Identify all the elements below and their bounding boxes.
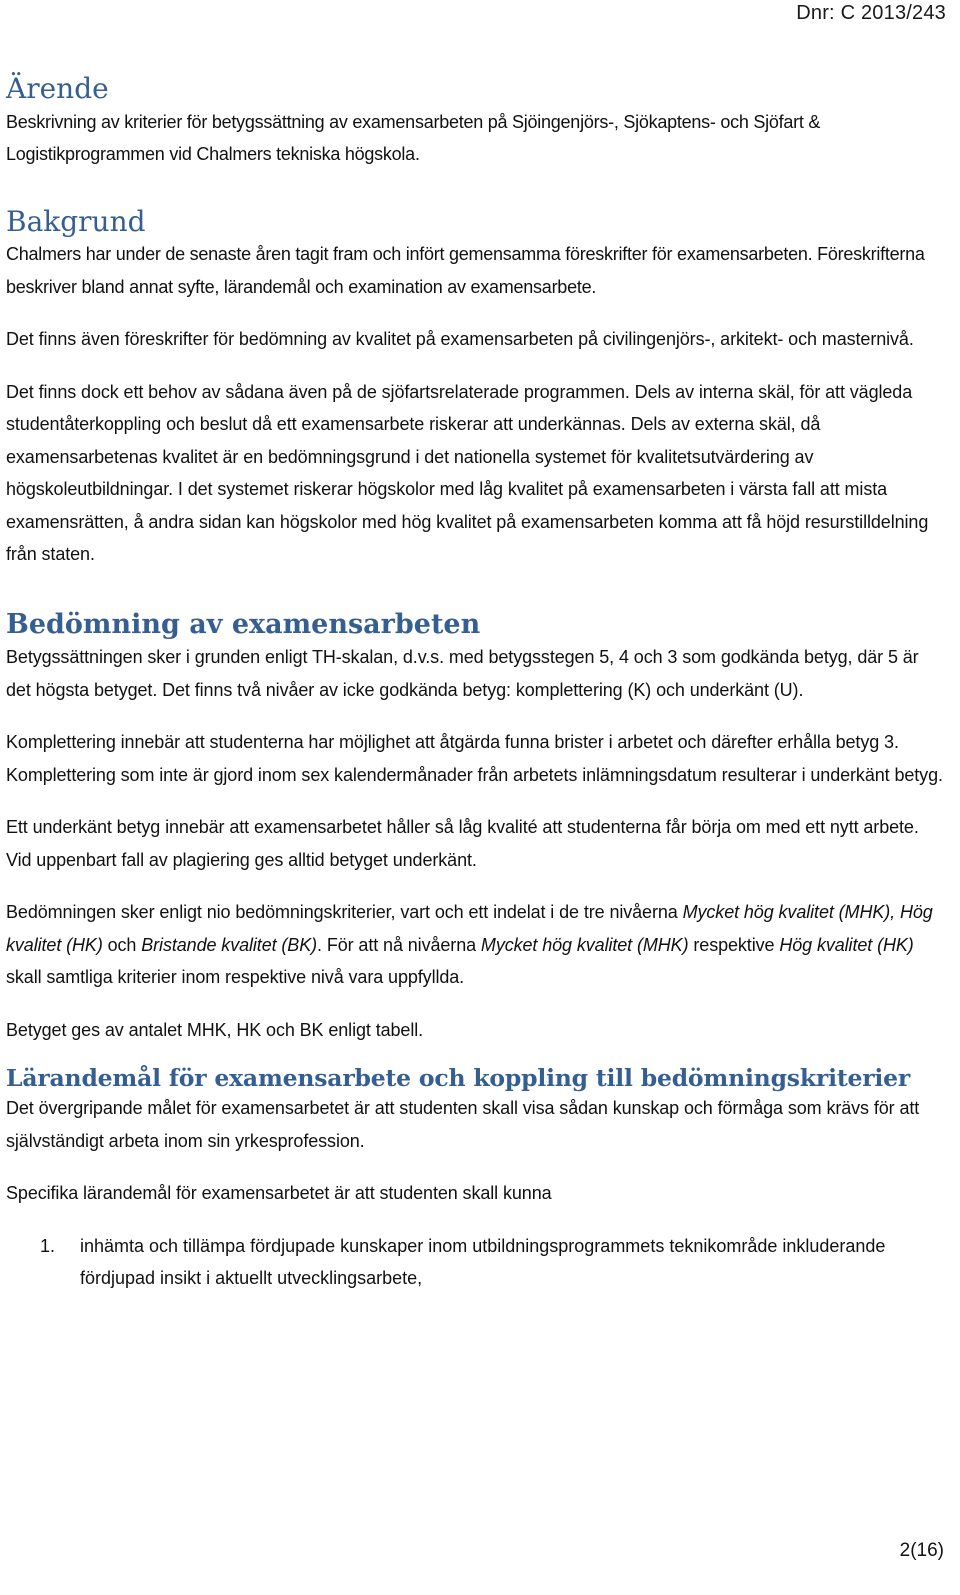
p4-text-a: Bedömningen sker enligt nio bedömningskriterier, vart och ett indelat i de tre nivåerna: [6, 902, 683, 923]
arende-paragraph: Beskrivning av kriterier för betygssättning av examensarbeten på Sjöingenjörs-, Sjökaptens- och Sjöfart & Logistikprogrammen vid Chalmers tekniska högskola.: [6, 111, 821, 165]
heading-larandemal: Lärandemål för examensarbete och koppling till bedömningskriterier: [6, 1064, 911, 1093]
page-number: 2(16): [899, 1540, 944, 1561]
larandemal-paragraph-2: Specifika lärandemål för examensarbetet är att studenten skall kunna: [6, 1183, 552, 1204]
bedomning-paragraph-3: Ett underkänt betyg innebär att examensarbetet håller så låg kvalité att studenterna får börja om med ett nytt arbete. Vid uppenbart fall av plagiering ges alltid betyget underkänt.: [6, 817, 919, 870]
bedomning-paragraph-1: Betygssättningen sker i grunden enligt TH-skalan, d.v.s. med betygsstegen 5, 4 och 3 som godkända betyg, där 5 är det högsta betyget. Det finns två nivåer av icke godkända betyg: komplettering (K) och underkänt (U).: [6, 647, 919, 700]
bakgrund-paragraph-2: Det finns även föreskrifter för bedömning av kvalitet på examensarbeten på civilingenjörs-, arkitekt- och masternivå.: [6, 329, 914, 350]
heading-bakgrund: Bakgrund: [6, 204, 146, 238]
list-item-text: inhämta och tillämpa fördjupade kunskaper inom utbildningsprogrammets teknikområde inkluderande fördjupad insikt i aktuellt utvecklingsarbete,: [80, 1235, 886, 1289]
p4-text-b: och: [102, 934, 142, 955]
p4-italic-3: Mycket hög kvalitet (MHK): [480, 934, 689, 955]
heading-arende: Ärende: [6, 72, 109, 105]
bedomning-paragraph-2: Komplettering innebär att studenterna har möjlighet att åtgärda funna brister i arbetet och därefter erhålla betyg 3. Komplettering som inte är gjord inom sex kalendermånader från arbetets inlämningsdatum resulterar i underkänt betyg.: [6, 732, 943, 785]
document-body: [6, 70, 946, 1295]
p4-italic-4: Hög kvalitet (HK): [779, 934, 914, 955]
heading-bedomning: Bedömning av examensarbeten: [6, 608, 481, 640]
bedomning-paragraph-5: Betyget ges av antalet MHK, HK och BK enligt tabell.: [6, 1019, 424, 1040]
bakgrund-paragraph-1: Chalmers har under de senaste åren tagit fram och infört gemensamma föreskrifter för examensarbeten. Föreskrifterna beskriver bland annat syfte, lärandemål och examination av examensarbete.: [6, 244, 925, 297]
p4-text-c: . För att nå nivåerna: [317, 934, 481, 955]
p4-italic-1: Mycket hög kvalitet (MHK), Hög kvalitet (HK): [6, 902, 933, 955]
learning-goals-list: [6, 1230, 946, 1295]
larandemal-paragraph-1: Det övergripande målet för examensarbetet är att studenten skall visa sådan kunskap och förmåga som krävs för att självständigt arbeta inom sin yrkesprofession.: [6, 1098, 920, 1151]
bakgrund-paragraph-3: Det finns dock ett behov av sådana även på de sjöfartsrelaterade programmen. Dels av interna skäl, för att vägleda studentåterkoppling och beslut då ett examensarbete riskerar att underkännas. Dels av externa skäl, då examensarbetenas kvalitet är en bedömningsgrund i det nationella systemet för kvalitetsutvärdering av högskoleutbildningar. I det systemet riskerar högskolor med låg kvalitet på examensarbeten i värsta fall att mista examensrätten, å andra sidan kan högskolor med hög kvalitet på examensarbeten komma att få höjd resurstilldelning från staten.: [6, 381, 929, 565]
p4-text-e: skall samtliga kriterier inom respektive nivå vara uppfyllda.: [6, 967, 465, 988]
p4-text-d: respektive: [688, 934, 780, 955]
bedomning-paragraph-4: [6, 896, 946, 994]
list-item-number: 1.: [40, 1235, 56, 1256]
p4-italic-2: Bristande kvalitet (BK): [141, 934, 318, 955]
list-item: [6, 1230, 946, 1295]
document-reference: Dnr: C 2013/243: [796, 2, 946, 24]
